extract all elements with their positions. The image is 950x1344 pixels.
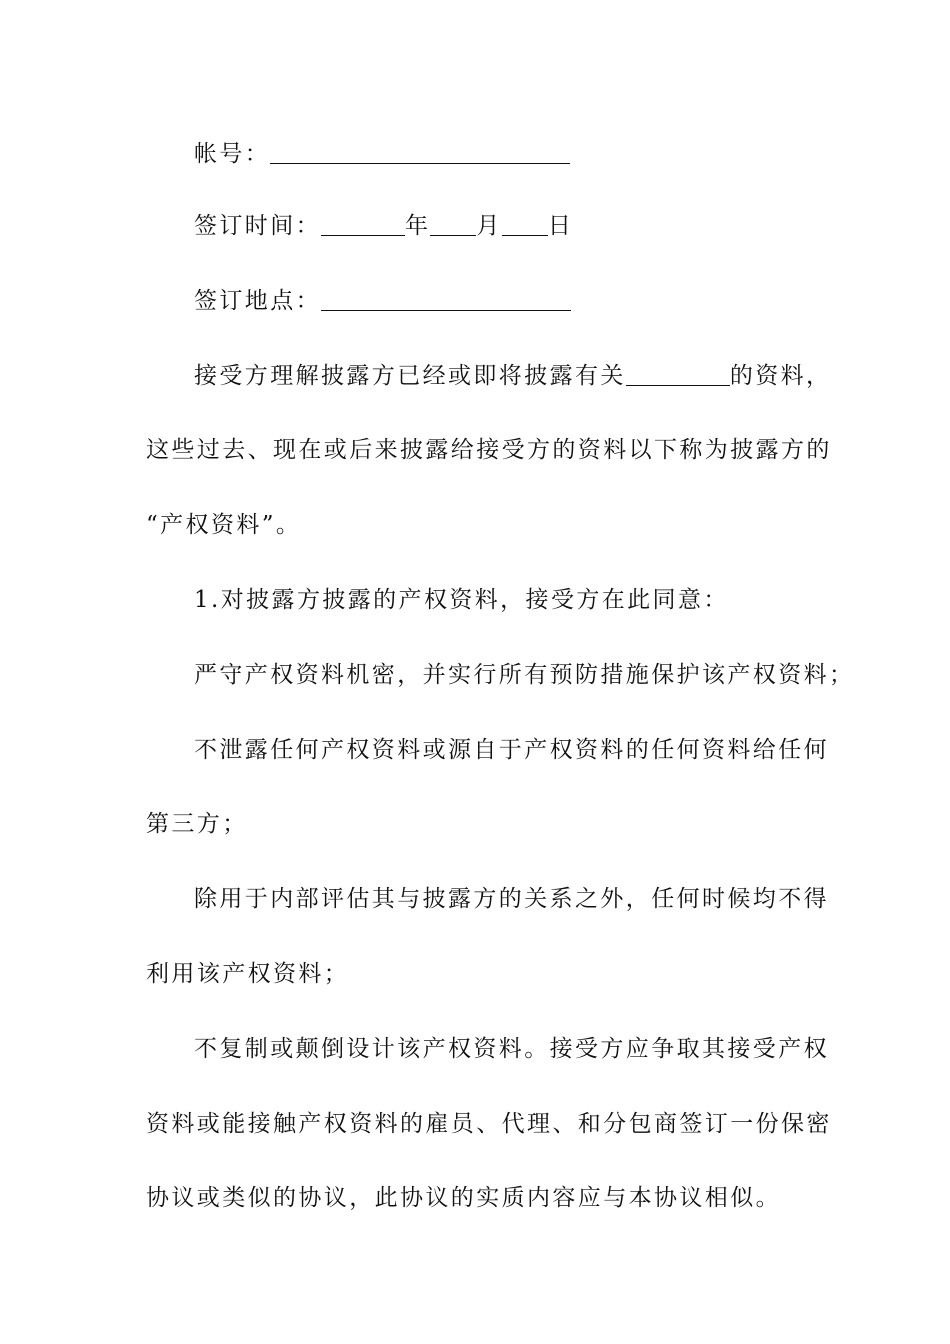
intro-line-1: [0, 356, 950, 396]
clause-item-a: 严守产权资料机密，并实行所有预防措施保护该产权资料；: [194, 662, 855, 688]
intro-line-3: “产权资料”。: [146, 512, 302, 538]
clause-item-c-line-1: 除用于内部评估其与披露方的关系之外，任何时候均不得: [194, 886, 829, 912]
intro-text-1a: 接受方理解披露方已经或即将披露有关: [194, 363, 626, 389]
clause-item-b-line-2: 第三方；: [146, 811, 248, 837]
sign-place-row: [0, 281, 950, 321]
sign-date-label: 签订时间：: [194, 213, 321, 239]
month-blank: [430, 209, 476, 236]
clause-item-d-line-2: 资料或能接触产权资料的雇员、代理、和分包商签订一份保密: [146, 1111, 832, 1137]
subject-blank: [626, 359, 730, 386]
account-label: 帐号：: [194, 141, 271, 167]
intro-line-2: 这些过去、现在或后来披露给接受方的资料以下称为披露方的: [146, 437, 832, 463]
sign-date-row: [0, 206, 950, 246]
day-label: 日: [547, 213, 574, 239]
sign-place-label: 签订地点：: [194, 288, 321, 314]
day-blank: [502, 209, 548, 236]
clause-item-d-line-1: 不复制或颠倒设计该产权资料。接受方应争取其接受产权: [194, 1036, 829, 1062]
account-blank: [270, 137, 570, 164]
intro-text-1b: 的资料，: [729, 363, 832, 389]
clause-1-title: 1.对披露方披露的产权资料，接受方在此同意：: [194, 587, 729, 613]
clause-item-b-line-1: 不泄露任何产权资料或源自于产权资料的任何资料给任何: [194, 737, 829, 763]
year-label: 年: [405, 213, 431, 239]
account-row: [0, 134, 950, 174]
month-label: 月: [476, 213, 502, 239]
year-blank: [321, 209, 405, 236]
clause-item-d-line-3: 协议或类似的协议，此协议的实质内容应与本协议相似。: [146, 1185, 781, 1211]
clause-item-c-line-2: 利用该产权资料；: [146, 961, 350, 987]
sign-place-blank: [321, 284, 571, 311]
